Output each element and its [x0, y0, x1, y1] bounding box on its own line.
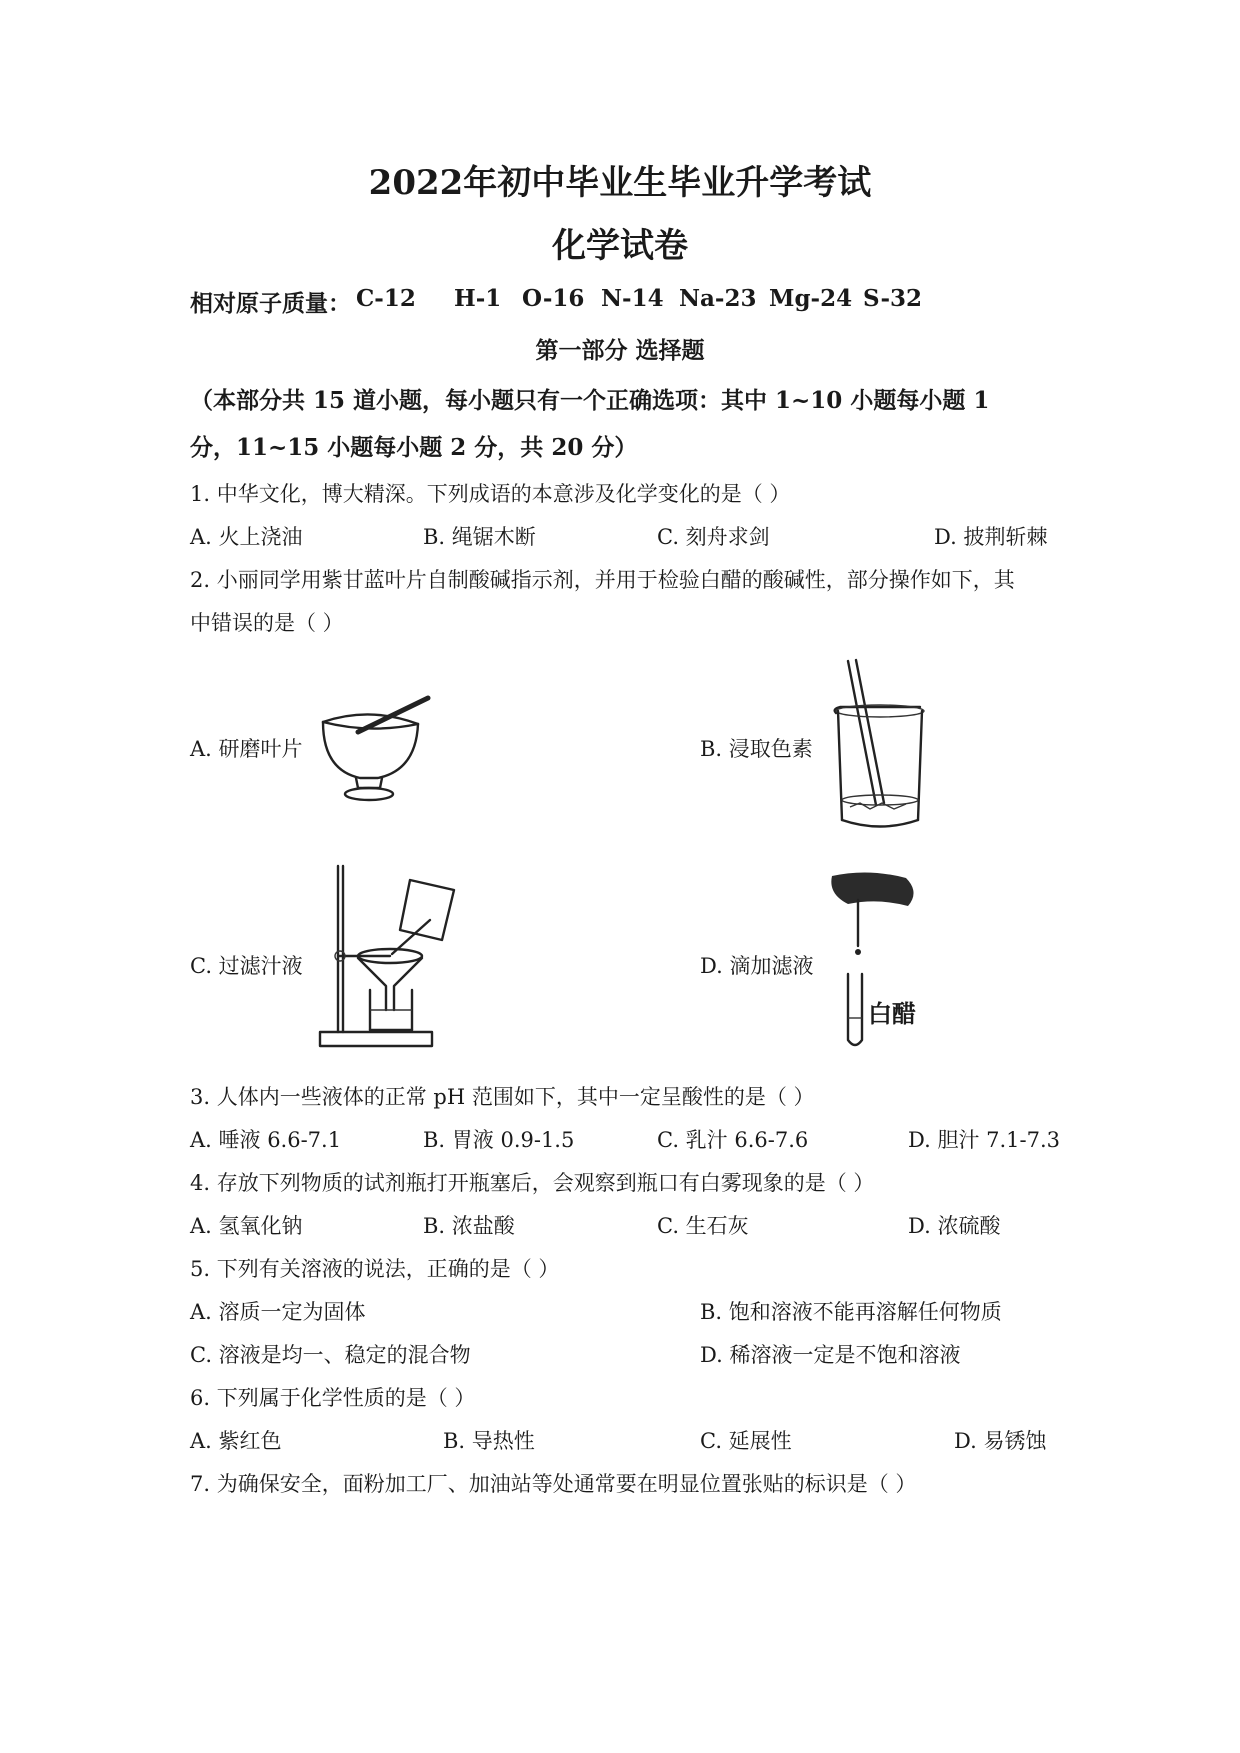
q3-option-c[interactable]: C. 乳汁 6.6-7.6 — [657, 1128, 809, 1152]
q6-option-a[interactable]: A. 紫红色 — [190, 1429, 282, 1453]
q6-option-d[interactable]: D. 易锈蚀 — [954, 1429, 1047, 1453]
q3-stem: 3. 人体内一些液体的正常 pH 范围如下，其中一定呈酸性的是（ ） — [190, 1085, 815, 1109]
q4-option-b[interactable]: B. 浓盐酸 — [423, 1214, 515, 1238]
q5-option-b[interactable]: B. 饱和溶液不能再溶解任何物质 — [700, 1300, 1002, 1324]
q2-stem-line1: 2. 小丽同学用紫甘蓝叶片自制酸碱指示剂，并用于检验白醋的酸碱性，部分操作如下，其 — [190, 568, 1015, 592]
q4-option-c[interactable]: C. 生石灰 — [657, 1214, 749, 1238]
atomic-mass-item: N-14 — [601, 285, 664, 312]
q4-option-d[interactable]: D. 浓硫酸 — [908, 1214, 1001, 1238]
mortar-pestle-figure — [318, 690, 438, 805]
white-vinegar-label: 白醋 — [868, 1000, 916, 1028]
q1-option-c[interactable]: C. 刻舟求剑 — [657, 525, 770, 549]
q6-option-c[interactable]: C. 延展性 — [700, 1429, 792, 1453]
q5-option-c[interactable]: C. 溶液是均一、稳定的混合物 — [190, 1343, 471, 1367]
atomic-mass-item: C-12 — [356, 285, 416, 312]
q3-option-d[interactable]: D. 胆汁 7.1-7.3 — [908, 1128, 1061, 1152]
q2-option-d[interactable]: D. 滴加滤液 — [700, 954, 814, 978]
q2-option-b[interactable]: B. 浸取色素 — [700, 737, 813, 761]
atomic-mass-item: H-1 — [454, 285, 502, 312]
q2-stem-line2: 中错误的是（ ） — [190, 611, 344, 635]
filtration-figure — [312, 860, 472, 1055]
q5-stem: 5. 下列有关溶液的说法，正确的是（ ） — [190, 1257, 560, 1281]
q1-stem: 1. 中华文化，博大精深。下列成语的本意涉及化学变化的是（ ） — [190, 482, 791, 506]
q3-option-a[interactable]: A. 唾液 6.6-7.1 — [190, 1128, 342, 1152]
beaker-figure — [828, 655, 938, 835]
part1-heading: 第一部分 选择题 — [535, 337, 705, 364]
part1-instructions-line1: （本部分共 15 道小题，每小题只有一个正确选项：其中 1~10 小题每小题 1 — [190, 387, 990, 414]
q3-option-b[interactable]: B. 胃液 0.9-1.5 — [423, 1128, 575, 1152]
q7-stem: 7. 为确保安全，面粉加工厂、加油站等处通常要在明显位置张贴的标识是（ ） — [190, 1472, 917, 1496]
part1-instructions-line2: 分，11~15 小题每小题 2 分，共 20 分） — [190, 434, 638, 461]
atomic-masses-label: 相对原子质量： — [190, 290, 351, 317]
exam-title: 2022年初中毕业生毕业升学考试 — [368, 163, 872, 203]
atomic-mass-item: S-32 — [863, 285, 923, 312]
atomic-mass-item: Na-23 — [679, 285, 757, 312]
q2-option-c[interactable]: C. 过滤汁液 — [190, 954, 303, 978]
q4-option-a[interactable]: A. 氢氧化钠 — [190, 1214, 303, 1238]
exam-subtitle: 化学试卷 — [552, 226, 688, 266]
q1-option-a[interactable]: A. 火上浇油 — [190, 525, 303, 549]
q1-option-b[interactable]: B. 绳锯木断 — [423, 525, 536, 549]
q6-option-b[interactable]: B. 导热性 — [443, 1429, 535, 1453]
q5-option-a[interactable]: A. 溶质一定为固体 — [190, 1300, 366, 1324]
q2-option-a[interactable]: A. 研磨叶片 — [190, 737, 303, 761]
atomic-mass-item: O-16 — [522, 285, 585, 312]
q4-stem: 4. 存放下列物质的试剂瓶打开瓶塞后，会观察到瓶口有白雾现象的是（ ） — [190, 1171, 875, 1195]
atomic-mass-item: Mg-24 — [769, 285, 853, 312]
q5-option-d[interactable]: D. 稀溶液一定是不饱和溶液 — [700, 1343, 961, 1367]
q1-option-d[interactable]: D. 披荆斩棘 — [934, 525, 1048, 549]
q6-stem: 6. 下列属于化学性质的是（ ） — [190, 1386, 476, 1410]
